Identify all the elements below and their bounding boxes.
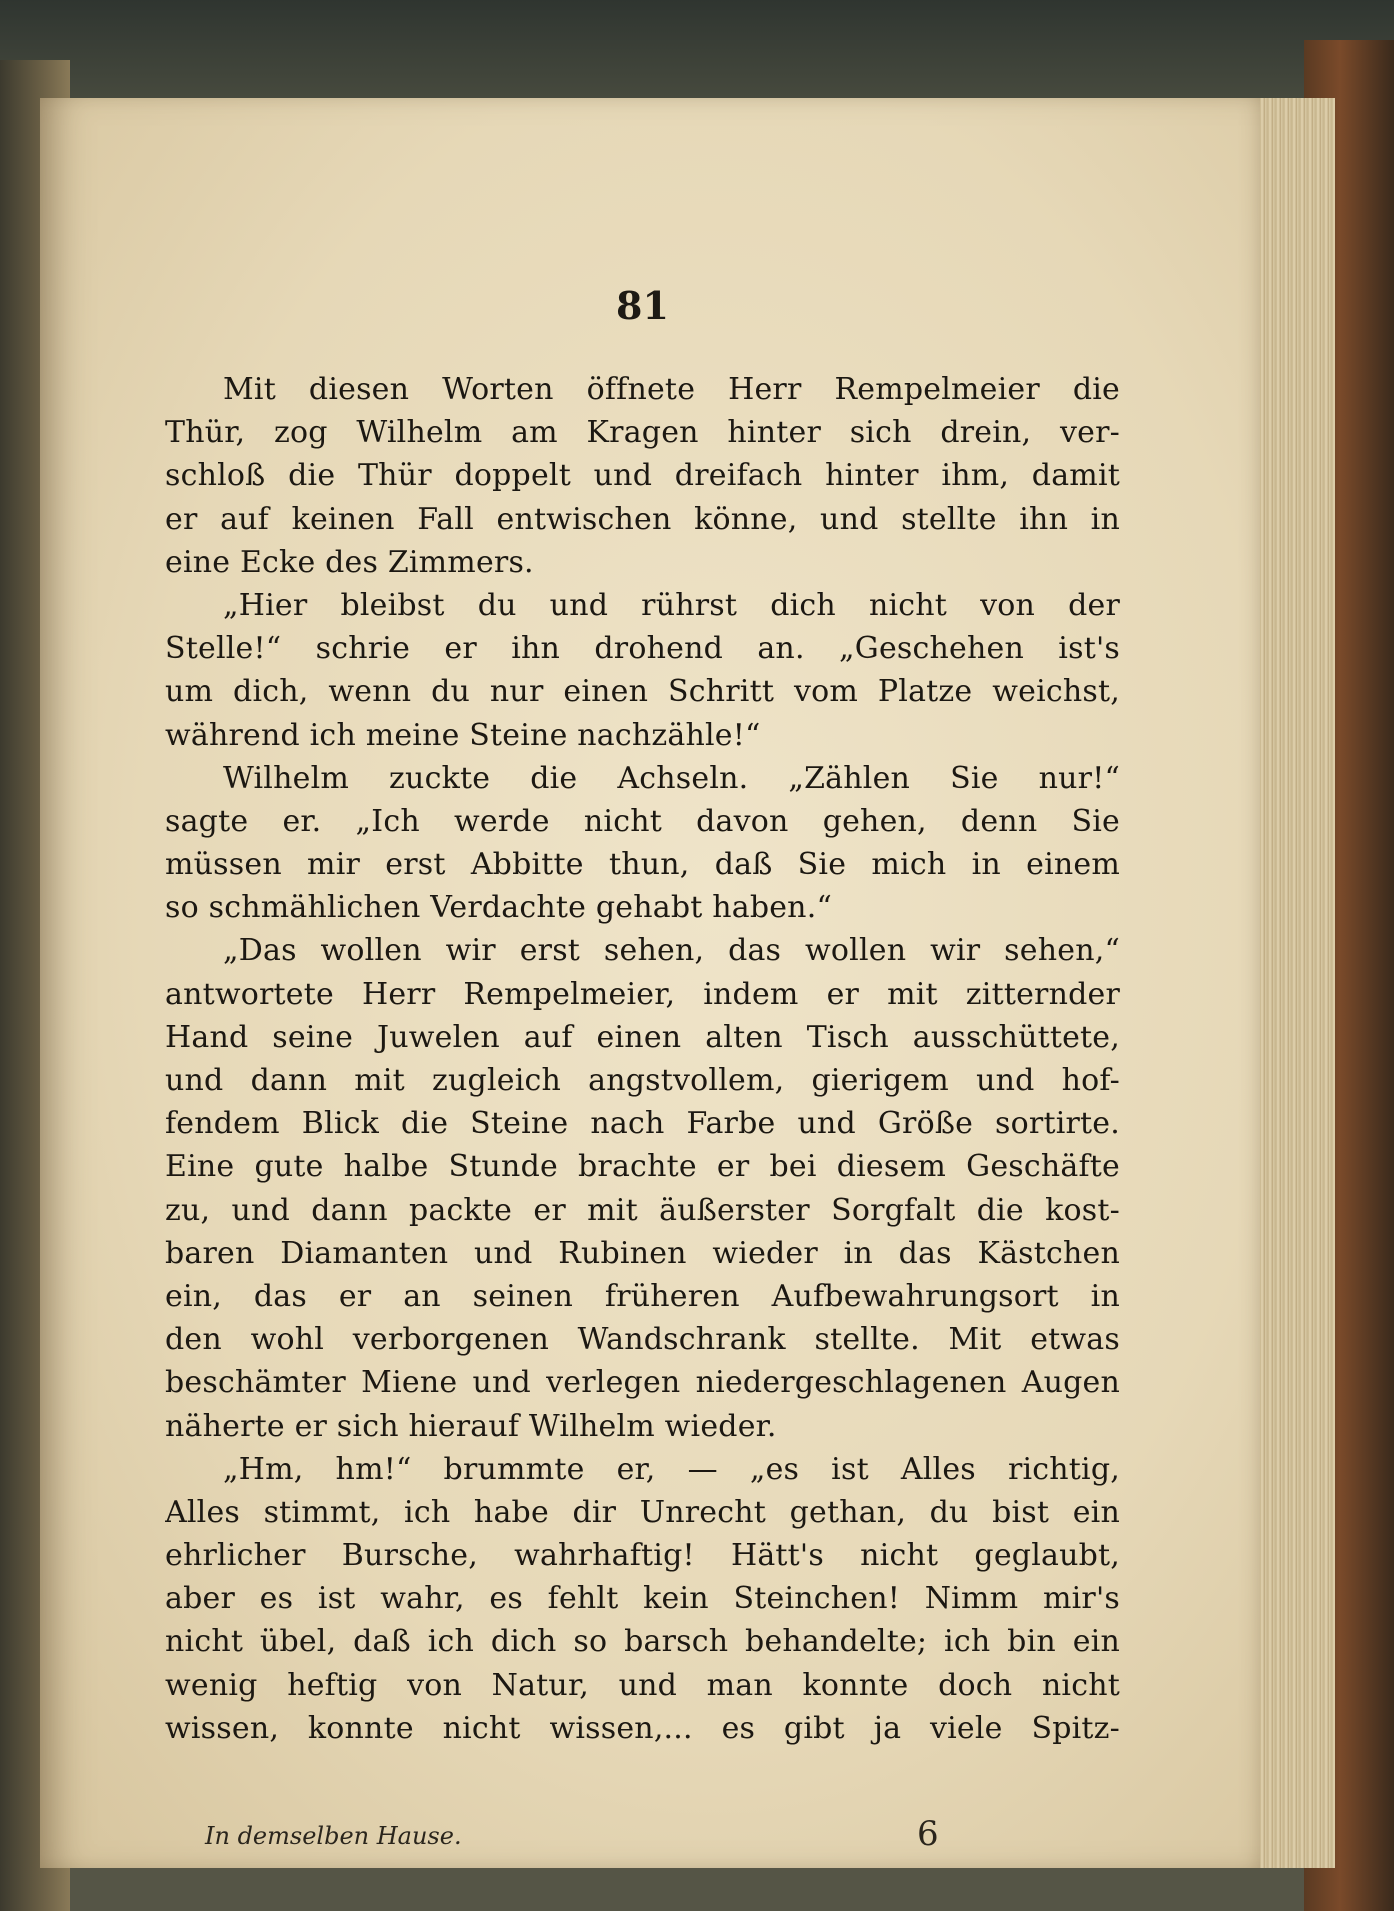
text-line: wissen, konnte nicht wissen,... es gibt ja viele Spitz- (165, 1710, 1120, 1746)
text-line: baren Diamanten und Rubinen wieder in das Kästchen (165, 1235, 1120, 1271)
text-line: wenig heftig von Natur, und man konnte doch nicht (165, 1667, 1120, 1703)
text-line: aber es ist wahr, es fehlt kein Steinchen! Nimm mir's (165, 1581, 1120, 1617)
page-number: 81 (616, 283, 669, 328)
text-line: müssen mir erst Abbitte thun, daß Sie mich in einem (165, 847, 1120, 883)
text-line: nicht übel, daß ich dich so barsch behandelte; ich bin ein (165, 1624, 1120, 1660)
text-line: während ich meine Steine nachzähle!“ (165, 717, 761, 753)
page-footer (165, 1814, 1120, 1858)
text-line: ehrlicher Bursche, wahrhaftig! Hätt's nicht geglaubt, (165, 1538, 1120, 1574)
text-line: ein, das er an seinen früheren Aufbewahrungsort in (165, 1278, 1120, 1314)
text-line: Alles stimmt, ich habe dir Unrecht gethan, du bist ein (165, 1494, 1120, 1530)
text-line: Eine gute halbe Stunde brachte er bei diesem Geschäfte (165, 1149, 1120, 1185)
text-line: Wilhelm zuckte die Achseln. „Zählen Sie nur!“ (223, 760, 1120, 796)
text-block (165, 188, 1120, 1854)
text-line: sagte er. „Ich werde nicht davon gehen, denn Sie (165, 803, 1120, 839)
text-line: um dich, wenn du nur einen Schritt vom Platze weichst, (165, 674, 1120, 710)
text-line: so schmählichen Verdachte gehabt haben.“ (165, 890, 832, 926)
signature-title: In demselben Hause. (205, 1822, 462, 1850)
text-line: näherte er sich hierauf Wilhelm wieder. (165, 1408, 777, 1444)
text-line: Hand seine Juwelen auf einen alten Tisch ausschüttete, (165, 1019, 1120, 1055)
text-line: schloß die Thür doppelt und dreifach hinter ihm, damit (165, 458, 1120, 494)
body-text (165, 368, 1120, 1750)
text-line: er auf keinen Fall entwischen könne, und stellte ihn in (165, 501, 1120, 537)
text-line: beschämter Miene und verlegen niedergeschlagenen Augen (165, 1365, 1120, 1401)
text-line: „Hm, hm!“ brummte er, — „es ist Alles richtig, (223, 1451, 1120, 1487)
text-line: „Das wollen wir erst sehen, das wollen wir sehen,“ (223, 933, 1120, 969)
text-line: den wohl verborgenen Wandschrank stellte. Mit etwas (165, 1322, 1120, 1358)
text-line: fendem Blick die Steine nach Farbe und Größe sortirte. (165, 1106, 1120, 1142)
text-line: Stelle!“ schrie er ihn drohend an. „Geschehen ist's (165, 631, 1120, 667)
text-line: und dann mit zugleich angstvollem, gierigem und hof- (165, 1063, 1120, 1098)
text-line: antwortete Herr Rempelmeier, indem er mit zitternder (165, 976, 1120, 1012)
signature-mark: 6 (917, 1814, 939, 1854)
text-line: eine Ecke des Zimmers. (165, 544, 534, 580)
text-line: Thür, zog Wilhelm am Kragen hinter sich drein, ver- (165, 415, 1120, 451)
text-line: zu, und dann packte er mit äußerster Sorgfalt die kost- (165, 1192, 1120, 1228)
text-line: „Hier bleibst du und rührst dich nicht von der (223, 587, 1120, 623)
text-line: Mit diesen Worten öffnete Herr Rempelmeier die (223, 372, 1120, 407)
book-page (40, 98, 1260, 1868)
